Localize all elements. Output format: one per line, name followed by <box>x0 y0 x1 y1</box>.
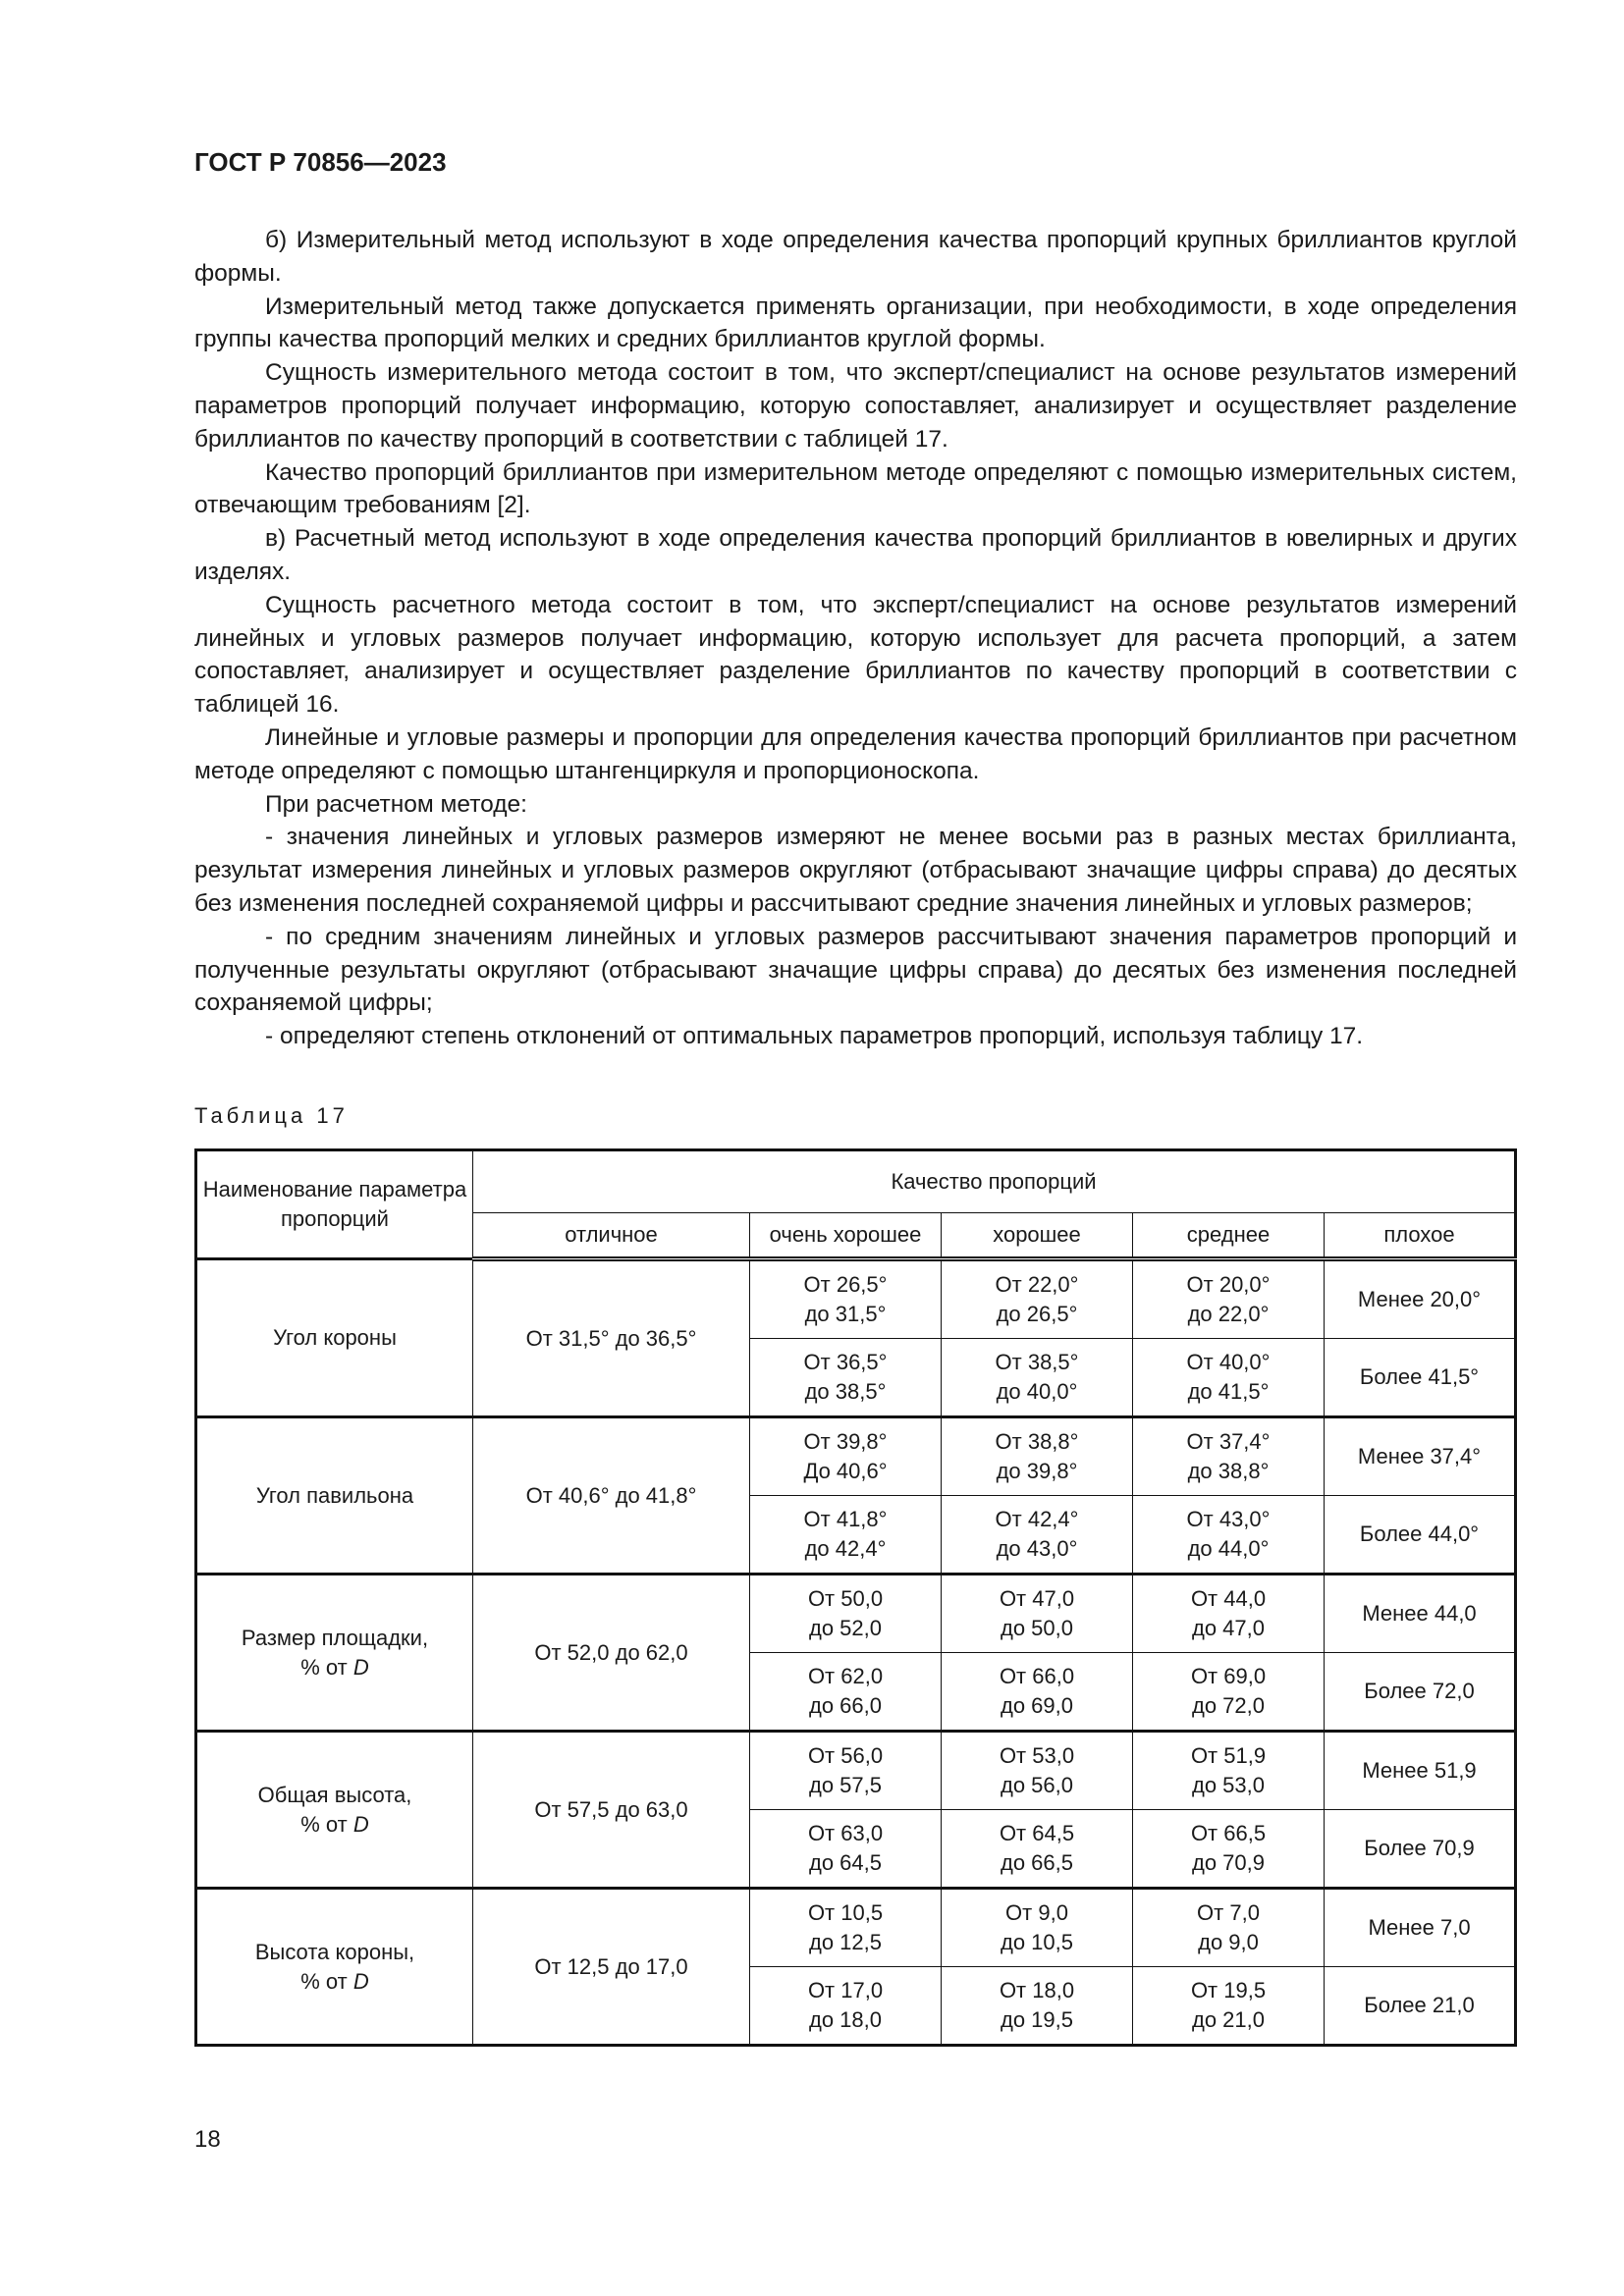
col-header: очень хорошее <box>750 1213 942 1259</box>
range-cell: От 9,0 до 10,5 <box>942 1889 1133 1967</box>
poor-cell: Менее 37,4° <box>1325 1417 1516 1496</box>
param-header: Наименование параметра пропорций <box>196 1150 473 1259</box>
range-cell: От 41,8° до 42,4° <box>750 1496 942 1575</box>
col-header: плохое <box>1325 1213 1516 1259</box>
param-label: Высота короны, <box>254 1939 415 1964</box>
page-number: 18 <box>194 2126 221 2153</box>
range-cell: От 22,0° до 26,5° <box>942 1259 1133 1339</box>
param-label: Размер площадки, <box>241 1625 429 1650</box>
col-header: хорошее <box>942 1213 1133 1259</box>
proportions-table <box>194 1148 1517 2047</box>
param-label: Угол павильона <box>255 1482 414 1508</box>
poor-cell: Менее 44,0 <box>1325 1575 1516 1653</box>
table-row <box>196 1259 1516 1339</box>
range-cell: От 42,4° до 43,0° <box>942 1496 1133 1575</box>
paragraph: При расчетном методе: <box>265 790 527 818</box>
range-cell: От 66,5 до 70,9 <box>1133 1810 1325 1889</box>
poor-cell: Более 70,9 <box>1325 1810 1516 1889</box>
paragraph: - определяют степень отклонений от оптимальных параметров пропорций, используя таблицу 17. <box>265 1023 1364 1050</box>
range-cell: От 39,8° До 40,6° <box>750 1417 942 1496</box>
range-cell: От 38,8° до 39,8° <box>942 1417 1133 1496</box>
excellent-range: От 31,5° до 36,5° <box>473 1259 750 1417</box>
range-cell: От 17,0 до 18,0 <box>750 1967 942 2046</box>
param-label: Угол короны <box>273 1325 397 1350</box>
range-cell: От 37,4° до 38,8° <box>1133 1417 1325 1496</box>
range-cell: От 56,0 до 57,5 <box>750 1732 942 1810</box>
range-cell: От 43,0° до 44,0° <box>1133 1496 1325 1575</box>
param-unit: % от D <box>300 1654 369 1680</box>
param-unit: % от D <box>300 1811 369 1837</box>
range-cell: От 63,0 до 64,5 <box>750 1810 942 1889</box>
table-caption: Таблица 17 <box>194 1103 349 1128</box>
range-cell: От 38,5° до 40,0° <box>942 1339 1133 1417</box>
poor-cell: Менее 7,0 <box>1325 1889 1516 1967</box>
col-header: отличное <box>473 1213 750 1259</box>
excellent-range: От 40,6° до 41,8° <box>473 1417 750 1575</box>
paragraph: Качество пропорций бриллиантов при измерительном методе определяют с помощью измерительных систем, отвечающим требованиям [2]. <box>194 458 1517 519</box>
document-header: ГОСТ Р 70856—2023 <box>194 147 447 177</box>
range-cell: От 7,0 до 9,0 <box>1133 1889 1325 1967</box>
range-cell: От 40,0° до 41,5° <box>1133 1339 1325 1417</box>
table-row <box>196 1732 1516 1810</box>
range-cell: От 36,5° до 38,5° <box>750 1339 942 1417</box>
param-name <box>196 1259 473 1417</box>
paragraph: Сущность измерительного метода состоит в том, что эксперт/специалист на основе результатов измерений параметров пропорций получает информацию, которую сопоставляет, анализирует и осуществляет разделение бриллиантов по качеству пропорций в соответствии с таблицей 17. <box>194 359 1517 453</box>
poor-cell: Менее 20,0° <box>1325 1259 1516 1339</box>
paragraph: в) Расчетный метод используют в ходе определения качества пропорций бриллиантов в ювелирных и других изделях. <box>194 525 1517 585</box>
paragraph: б) Измерительный метод используют в ходе определения качества пропорций крупных бриллиантов круглой формы. <box>194 227 1517 287</box>
paragraph: Сущность расчетного метода состоит в том, что эксперт/специалист на основе результатов измерений линейных и угловых размеров получает информацию, которую использует для расчета пропорций, а затем сопоставляет, анализирует и осуществляет разделение бриллиантов по качеству пропорций в соответствии с таблицей 16. <box>194 591 1517 719</box>
poor-cell: Более 21,0 <box>1325 1967 1516 2046</box>
range-cell: От 64,5 до 66,5 <box>942 1810 1133 1889</box>
table-row <box>196 1889 1516 1967</box>
range-cell: От 47,0 до 50,0 <box>942 1575 1133 1653</box>
param-name <box>196 1889 473 2046</box>
excellent-range: От 57,5 до 63,0 <box>473 1732 750 1889</box>
param-label: Общая высота, <box>257 1782 412 1807</box>
table-row <box>196 1575 1516 1653</box>
poor-cell: Более 44,0° <box>1325 1496 1516 1575</box>
paragraph: - по средним значениям линейных и угловых размеров рассчитывают значения параметров пропорций и полученные результаты округляют (отбрасывают значащие цифры справа) до десятых без изменения последней сохраняемой цифры; <box>194 923 1517 1017</box>
range-cell: От 18,0 до 19,5 <box>942 1967 1133 2046</box>
range-cell: От 69,0 до 72,0 <box>1133 1653 1325 1732</box>
range-cell: От 19,5 до 21,0 <box>1133 1967 1325 2046</box>
excellent-range: От 52,0 до 62,0 <box>473 1575 750 1732</box>
param-name <box>196 1575 473 1732</box>
quality-header: Качество пропорций <box>473 1150 1516 1213</box>
col-header: среднее <box>1133 1213 1325 1259</box>
range-cell: От 26,5° до 31,5° <box>750 1259 942 1339</box>
range-cell: От 51,9 до 53,0 <box>1133 1732 1325 1810</box>
range-cell: От 20,0° до 22,0° <box>1133 1259 1325 1339</box>
range-cell: От 10,5 до 12,5 <box>750 1889 942 1967</box>
excellent-range: От 12,5 до 17,0 <box>473 1889 750 2046</box>
param-name <box>196 1732 473 1889</box>
poor-cell: Более 41,5° <box>1325 1339 1516 1417</box>
range-cell: От 53,0 до 56,0 <box>942 1732 1133 1810</box>
paragraph: - значения линейных и угловых размеров измеряют не менее восьми раз в разных местах бриллианта, результат измерения линейных и угловых размеров округляют (отбрасывают значащие цифры справа) до десятых без изменения последней сохраняемой цифры и рассчитывают средние значения линейных и угловых размеров; <box>194 824 1517 917</box>
param-unit: % от D <box>300 1968 369 1994</box>
poor-cell: Более 72,0 <box>1325 1653 1516 1732</box>
paragraph: Измерительный метод также допускается применять организации, при необходимости, в ходе определения группы качества пропорций мелких и средних бриллиантов круглой формы. <box>194 293 1517 353</box>
range-cell: От 44,0 до 47,0 <box>1133 1575 1325 1653</box>
range-cell: От 50,0 до 52,0 <box>750 1575 942 1653</box>
range-cell: От 62,0 до 66,0 <box>750 1653 942 1732</box>
paragraph: Линейные и угловые размеры и пропорции для определения качества пропорций бриллиантов при расчетном методе определяют с помощью штангенциркуля и пропорционоскопа. <box>194 723 1517 784</box>
param-name <box>196 1417 473 1575</box>
body-text <box>194 224 1517 1053</box>
table-row <box>196 1417 1516 1496</box>
poor-cell: Менее 51,9 <box>1325 1732 1516 1810</box>
range-cell: От 66,0 до 69,0 <box>942 1653 1133 1732</box>
